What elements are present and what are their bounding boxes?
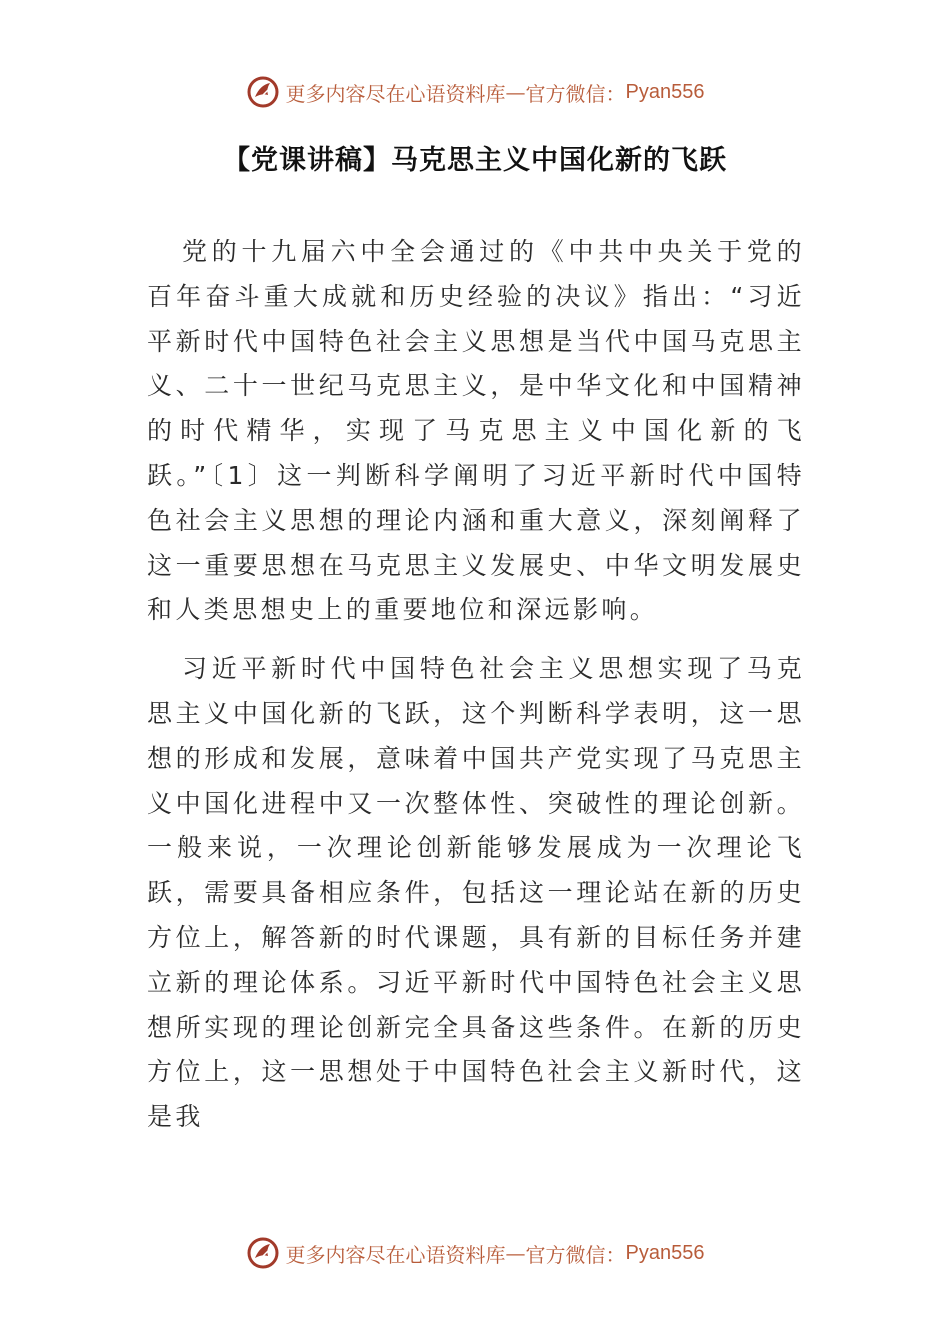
header-banner: [0, 72, 950, 112]
document-title: 【党课讲稿】马克思主义中国化新的飞跃: [223, 145, 727, 176]
banner-text: 更多内容尽在心语资料库: [285, 1242, 506, 1267]
document-body: [147, 230, 805, 1154]
footer-banner: [0, 1233, 950, 1273]
paragraph-2: 习近平新时代中国特色社会主义思想实现了马克思主义中国化新的飞跃，这个判断科学表明，这一思想的形成和发展，意味着中国共产党实现了马克思主义中国化进程中又一次整体性、突破性的理论创新。一般来说，一次理论创新能够发展成为一次理论飞跃，需要具备相应条件，包括这一理论站在新的历史方位上，解答新的时代课题，具有新的目标任务并建立新的理论体系。习近平新时代中国特色社会主义思想所实现的理论创新完全具备这些条件。在新的历史方位上，这一思想处于中国特色社会主义新时代，这是我: [147, 654, 805, 1132]
wechat-id: Pyan556: [625, 80, 705, 103]
paragraph-1: 党的十九届六中全会通过的《中共中央关于党的百年奋斗重大成就和历史经验的决议》指出：“习近平新时代中国特色社会主义思想是当代中国马克思主义、二十一世纪马克思主义，是中华文化和中国精神的时代精华，实现了马克思主义中国化新的飞跃。”〔1〕这一判断科学阐明了习近平新时代中国特色社会主义思想的理论内涵和重大意义，深刻阐释了这一重要思想在马克思主义发展史、中华文明发展史和人类思想史上的重要地位和深远影响。: [147, 237, 805, 625]
banner-label: 官方微信：: [525, 1242, 626, 1267]
banner-separator: —: [505, 1241, 526, 1265]
logo-icon: [246, 1236, 280, 1270]
logo-icon: [246, 75, 280, 109]
banner-text: 更多内容尽在心语资料库: [285, 81, 506, 106]
banner-label: 官方微信：: [525, 81, 626, 106]
banner-separator: —: [505, 80, 526, 104]
wechat-id: Pyan556: [625, 1241, 705, 1264]
